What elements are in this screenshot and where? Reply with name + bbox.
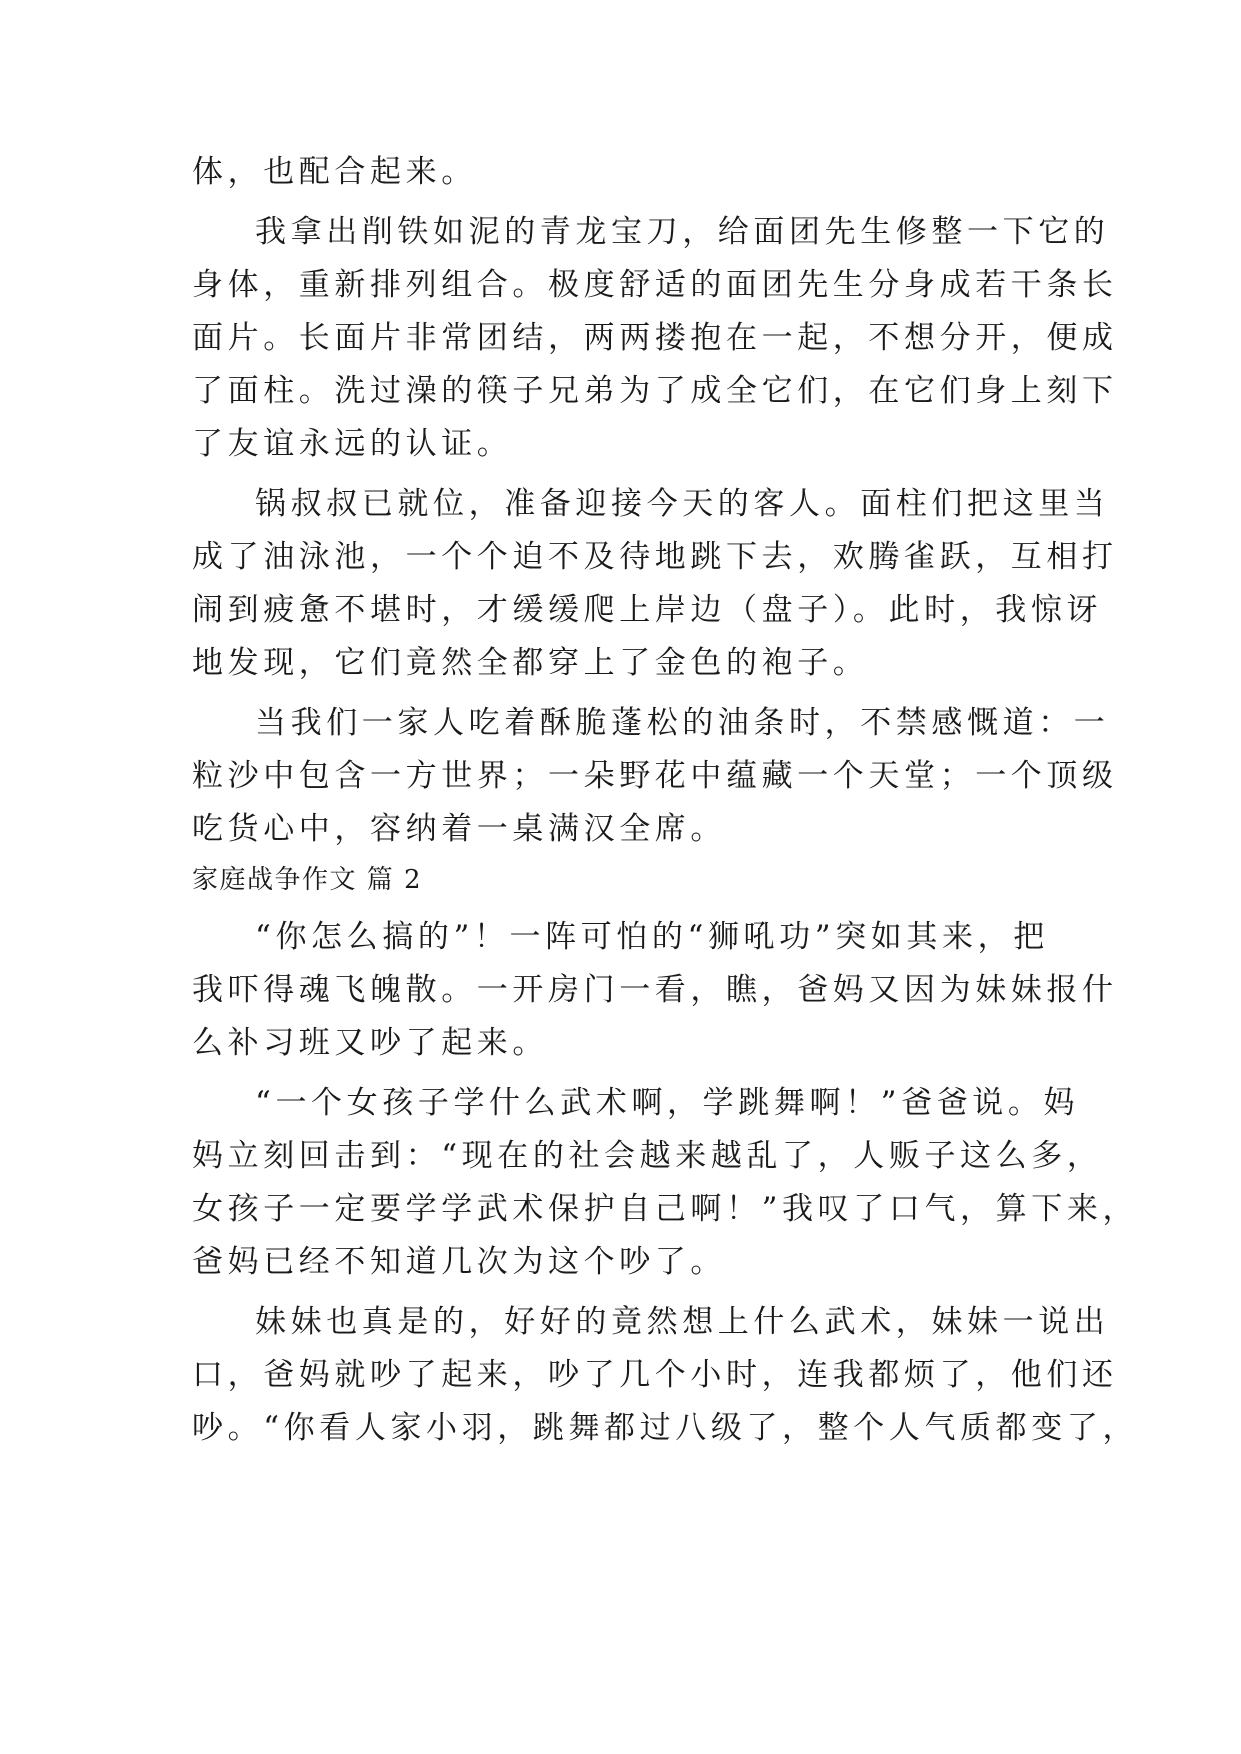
text-line: 身体，重新排列组合。极度舒适的面团先生分身成若干条长 (192, 267, 1118, 303)
text-line: 么补习班又吵了起来。 (192, 1025, 548, 1061)
text-line: 吵。“你看人家小羽，跳舞都过八级了，整个人气质都变了， (192, 1410, 1139, 1446)
text-line: 面片。长面片非常团结，两两搂抱在一起，不想分开，便成 (192, 320, 1118, 356)
text-line: 口，爸妈就吵了起来，吵了几个小时，连我都烦了，他们还 (192, 1357, 1118, 1393)
text-line: “你怎么搞的”！一阵可怕的“狮吼功”突如其来，把 (255, 919, 1049, 955)
text-line: 我吓得魂飞魄散。一开房门一看，瞧，爸妈又因为妹妹报什 (192, 972, 1118, 1008)
text-line: 体，也配合起来。 (192, 154, 477, 190)
text-line: “一个女孩子学什么武术啊，学跳舞啊！”爸爸说。妈 (255, 1085, 1080, 1121)
text-line: 锅叔叔已就位，准备迎接今天的客人。面柱们把这里当 (255, 486, 1110, 522)
text-line: 成了油泳池，一个个迫不及待地跳下去，欢腾雀跃，互相打 (192, 539, 1118, 575)
text-line: 妈立刻回击到：“现在的社会越来越乱了，人贩子这么多， (192, 1138, 1103, 1174)
text-line: 了友谊永远的认证。 (192, 426, 513, 462)
section-heading: 家庭战争作文 篇 2 (192, 865, 423, 895)
text-line: 闹到疲惫不堪时，才缓缓爬上岸边（盘子）。此时，我惊讶 (192, 592, 1103, 628)
text-line: 爸妈已经不知道几次为这个吵了。 (192, 1244, 726, 1280)
text-line: 粒沙中包含一方世界；一朵野花中蕴藏一个天堂；一个顶级 (192, 758, 1118, 794)
text-line: 当我们一家人吃着酥脆蓬松的油条时，不禁感慨道：一 (255, 705, 1110, 741)
text-line: 妹妹也真是的，好好的竟然想上什么武术，妹妹一说出 (255, 1304, 1110, 1340)
text-line: 了面柱。洗过澡的筷子兄弟为了成全它们，在它们身上刻下 (192, 373, 1118, 409)
text-line: 吃货心中，容纳着一桌满汉全席。 (192, 811, 726, 847)
text-line: 我拿出削铁如泥的青龙宝刀，给面团先生修整一下它的 (255, 214, 1110, 250)
text-line: 女孩子一定要学学武术保护自己啊！”我叹了口气，算下来， (192, 1191, 1139, 1227)
text-line: 地发现，它们竟然全都穿上了金色的袍子。 (192, 645, 869, 681)
